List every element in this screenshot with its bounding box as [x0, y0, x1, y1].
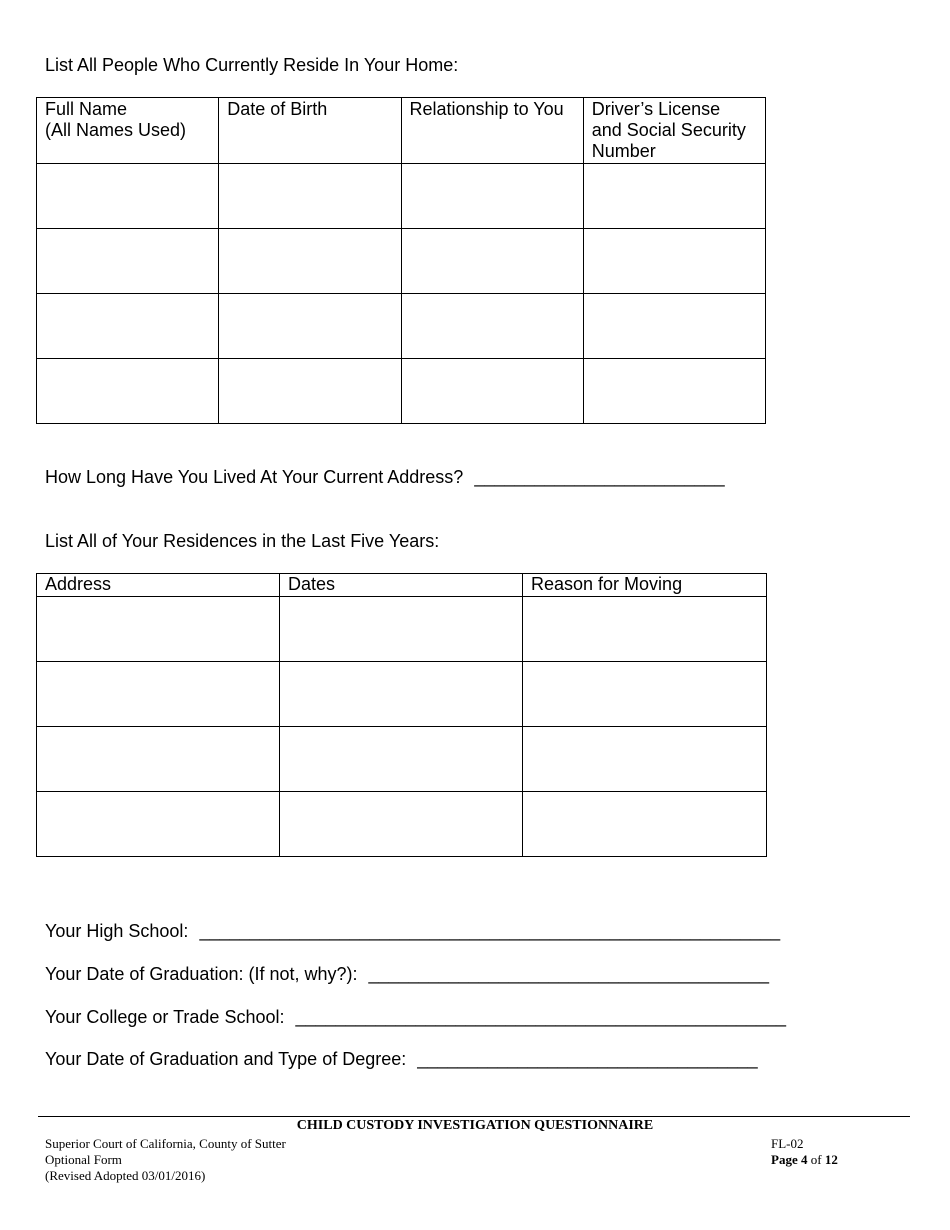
residents-table-header	[37, 98, 766, 164]
table-cell[interactable]	[401, 359, 583, 424]
table-cell[interactable]	[219, 359, 401, 424]
table-row	[37, 792, 767, 857]
column-date-of-birth: Date of Birth	[219, 98, 401, 164]
of-word: of	[810, 1152, 822, 1167]
table-cell[interactable]	[280, 727, 523, 792]
column-full-name: Full Name (All Names Used)	[37, 98, 219, 164]
residences-table-header	[37, 574, 767, 597]
footer-left	[45, 1136, 286, 1184]
table-cell[interactable]	[37, 727, 280, 792]
table-cell[interactable]	[37, 359, 219, 424]
page-word: Page	[771, 1152, 798, 1167]
table-cell[interactable]	[280, 597, 523, 662]
table-cell[interactable]	[280, 662, 523, 727]
degree-field[interactable]: __________________________________	[417, 1049, 758, 1069]
table-cell[interactable]	[523, 662, 767, 727]
footer-revised: (Revised Adopted 03/01/2016)	[45, 1168, 206, 1183]
table-cell[interactable]	[401, 229, 583, 294]
footer-form-code: FL-02	[771, 1136, 804, 1151]
college-question	[45, 1007, 786, 1028]
degree-label: Your Date of Graduation and Type of Degree:	[45, 1049, 407, 1069]
table-cell[interactable]	[401, 164, 583, 229]
table-cell[interactable]	[523, 597, 767, 662]
college-field[interactable]: _________________________________________________	[295, 1007, 787, 1027]
footer-court: Superior Court of California, County of Sutter	[45, 1136, 286, 1151]
table-row	[37, 229, 766, 294]
high-school-label: Your High School:	[45, 921, 189, 941]
footer-right	[771, 1136, 838, 1168]
table-cell[interactable]	[37, 792, 280, 857]
table-row	[37, 727, 767, 792]
footer-divider	[38, 1116, 910, 1117]
table-cell[interactable]	[219, 229, 401, 294]
current-address-question	[45, 467, 725, 488]
table-row	[37, 294, 766, 359]
column-relationship: Relationship to You	[401, 98, 583, 164]
table-cell[interactable]	[37, 164, 219, 229]
table-cell[interactable]	[219, 164, 401, 229]
residents-table	[36, 97, 766, 424]
current-address-label: How Long Have You Lived At Your Current Address?	[45, 467, 464, 487]
graduation-date-field[interactable]: ________________________________________	[368, 964, 769, 984]
column-address: Address	[37, 574, 280, 597]
footer-page-indicator	[771, 1152, 838, 1168]
table-cell[interactable]	[583, 229, 765, 294]
page-number: 4	[800, 1152, 808, 1167]
graduation-date-question	[45, 964, 769, 985]
column-reason-for-moving: Reason for Moving	[523, 574, 767, 597]
table-row	[37, 164, 766, 229]
column-dates: Dates	[280, 574, 523, 597]
column-license-ssn: Driver’s License and Social Security Number	[583, 98, 765, 164]
table-cell[interactable]	[583, 359, 765, 424]
table-cell[interactable]	[37, 229, 219, 294]
table-cell[interactable]	[219, 294, 401, 359]
current-address-field[interactable]: _________________________	[474, 467, 725, 487]
table-cell[interactable]	[583, 294, 765, 359]
table-cell[interactable]	[280, 792, 523, 857]
degree-question	[45, 1049, 758, 1070]
high-school-question	[45, 921, 780, 942]
table-cell[interactable]	[401, 294, 583, 359]
table-cell[interactable]	[523, 792, 767, 857]
table-cell[interactable]	[37, 662, 280, 727]
page-total: 12	[824, 1152, 838, 1167]
table-row	[37, 662, 767, 727]
residences-heading: List All of Your Residences in the Last Five Years:	[45, 531, 440, 551]
table-cell[interactable]	[523, 727, 767, 792]
high-school-field[interactable]: __________________________________________________________	[199, 921, 781, 941]
residents-heading: List All People Who Currently Reside In Your Home:	[45, 55, 459, 75]
table-cell[interactable]	[37, 597, 280, 662]
footer-title: CHILD CUSTODY INVESTIGATION QUESTIONNAIRE	[296, 1118, 654, 1133]
footer-form-type: Optional Form	[45, 1152, 122, 1167]
graduation-date-label: Your Date of Graduation: (If not, why?):	[45, 964, 358, 984]
table-cell[interactable]	[37, 294, 219, 359]
residences-table	[36, 573, 767, 857]
college-label: Your College or Trade School:	[45, 1007, 285, 1027]
table-row	[37, 359, 766, 424]
table-cell[interactable]	[583, 164, 765, 229]
table-row	[37, 597, 767, 662]
